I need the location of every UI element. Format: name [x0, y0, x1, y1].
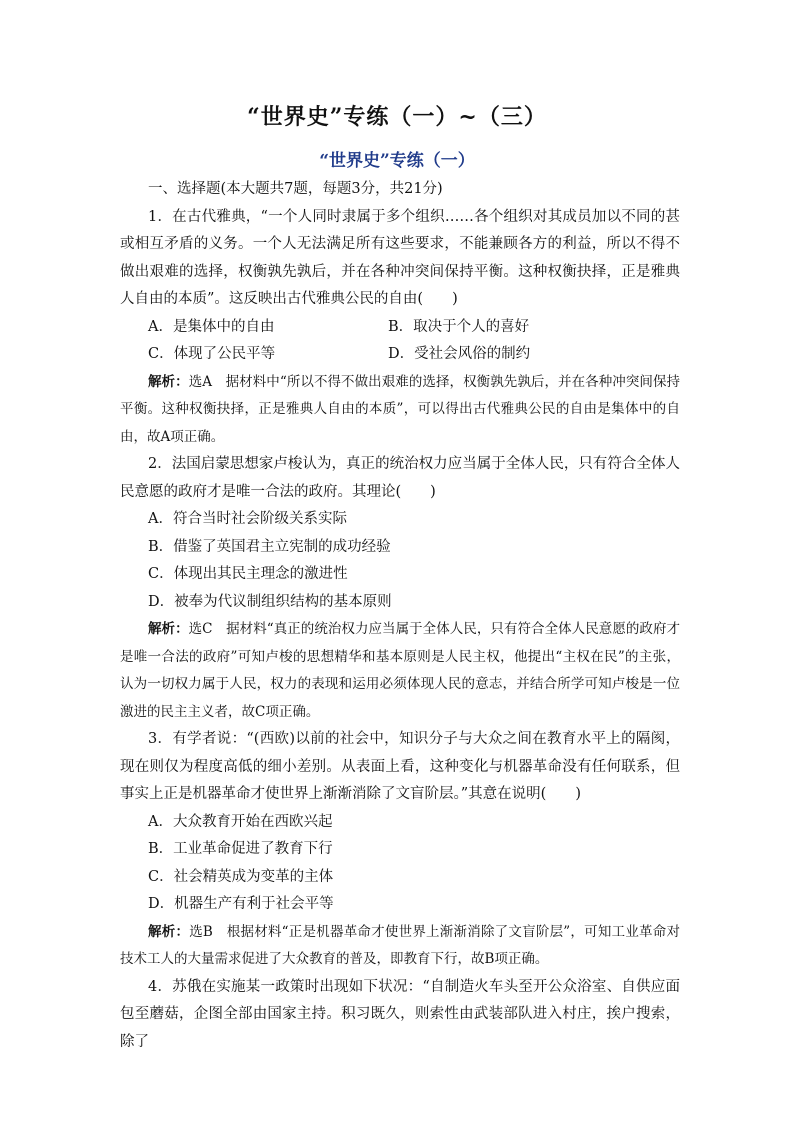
option-b: B．借鉴了英国君主立宪制的成功经验	[148, 538, 391, 555]
question-2	[120, 451, 680, 726]
option-a: A．符合当时社会阶级关系实际	[148, 511, 347, 527]
question-3	[120, 726, 680, 974]
analysis-tag: 解析：	[148, 923, 190, 940]
option-c: C．体现出其民主理念的激进性	[148, 566, 348, 582]
analysis-text: 选A 据材料中“所以不得不做出艰难的选择，权衡孰先孰后，并在各种冲突间保持平衡。这种权衡抉择，正是雅典人自由的本质”，可以得出古代雅典公民的自由是集体中的自由，故A项正确。	[120, 373, 681, 445]
analysis-tag: 解析：	[148, 373, 189, 390]
question-4	[120, 974, 680, 1057]
analysis	[120, 919, 680, 974]
option-d: D．受社会风俗的制约	[388, 346, 531, 362]
question-stem: 3．有学者说：“(西欧)以前的社会中，知识分子与大众之间在教育水平上的隔阂，现在则仅为程度高低的细小差别。从表面上看，这种变化与机器革命没有任何联系，但事实上正是机器革命才使世界上渐渐消除了文盲阶层。”其意在说明( )	[120, 731, 680, 802]
analysis-text: 选B 根据材料“正是机器革命才使世界上渐渐消除了文盲阶层”，可知工业革命对技术工人的大量需求促进了大众教育的普及，即教育下行，故B项正确。	[120, 923, 681, 967]
option-c: C．社会精英成为变革的主体	[148, 868, 334, 885]
section-title: “世界史”专练（一）	[319, 151, 475, 171]
option-a: A．大众教育开始在西欧兴起	[148, 813, 333, 830]
option-b: B．取决于个人的喜好	[388, 318, 530, 335]
page-title: “世界史”专练（一）~（三）	[247, 104, 547, 130]
analysis	[120, 369, 680, 452]
option-a: A．是集体中的自由	[148, 318, 275, 335]
section-heading: 一、选择题(本大题共7题，每题3分，共21分)	[148, 181, 443, 197]
option-row	[120, 314, 680, 342]
question-stem: 1．在古代雅典，“一个人同时隶属于多个组织……各个组织对其成员加以不同的甚或相互矛盾的义务。一个人无法满足所有这些要求，不能兼顾各方的利益，所以不得不做出艰难的选择，权衡孰先孰后，并在各种冲突间保持平衡。这种权衡抉择，正是雅典人自由的本质”。这反映出古代雅典公民的自由( )	[120, 208, 680, 307]
option-b: B．工业革命促进了教育下行	[148, 841, 333, 857]
option-d: D．被奉为代议制组织结构的基本原则	[148, 593, 392, 610]
analysis-text: 选C 据材料“真正的统治权力应当属于全体人民，只有符合全体人民意愿的政府才是唯一合法的政府”可知卢梭的思想精华和基本原则是人民主权，他提出“主权在民”的主张，认为一切权力属于人民，权力的表现和运用必须体现人民的意志，并结合所学可知卢梭是一位激进的民主主义者，故C项正确。	[120, 621, 681, 720]
option-d: D．机器生产有利于社会平等	[148, 896, 334, 912]
analysis-tag: 解析：	[148, 621, 189, 637]
question-stem: 2．法国启蒙思想家卢梭认为，真正的统治权力应当属于全体人民，只有符合全体人民意愿的政府才是唯一合法的政府。其理论( )	[120, 456, 680, 500]
question-stem: 4．苏俄在实施某一政策时出现如下状况：“自制造火车头至开公众浴室、自供应面包至蘑菇，企图全部由国家主持。积习既久，则索性由武装部队进入村庄，挨户搜索，除了	[120, 978, 680, 1050]
analysis	[120, 616, 680, 726]
document-body	[120, 176, 680, 1056]
option-c: C．体现了公民平等	[148, 346, 276, 362]
option-row	[120, 341, 680, 369]
question-1	[120, 204, 680, 452]
